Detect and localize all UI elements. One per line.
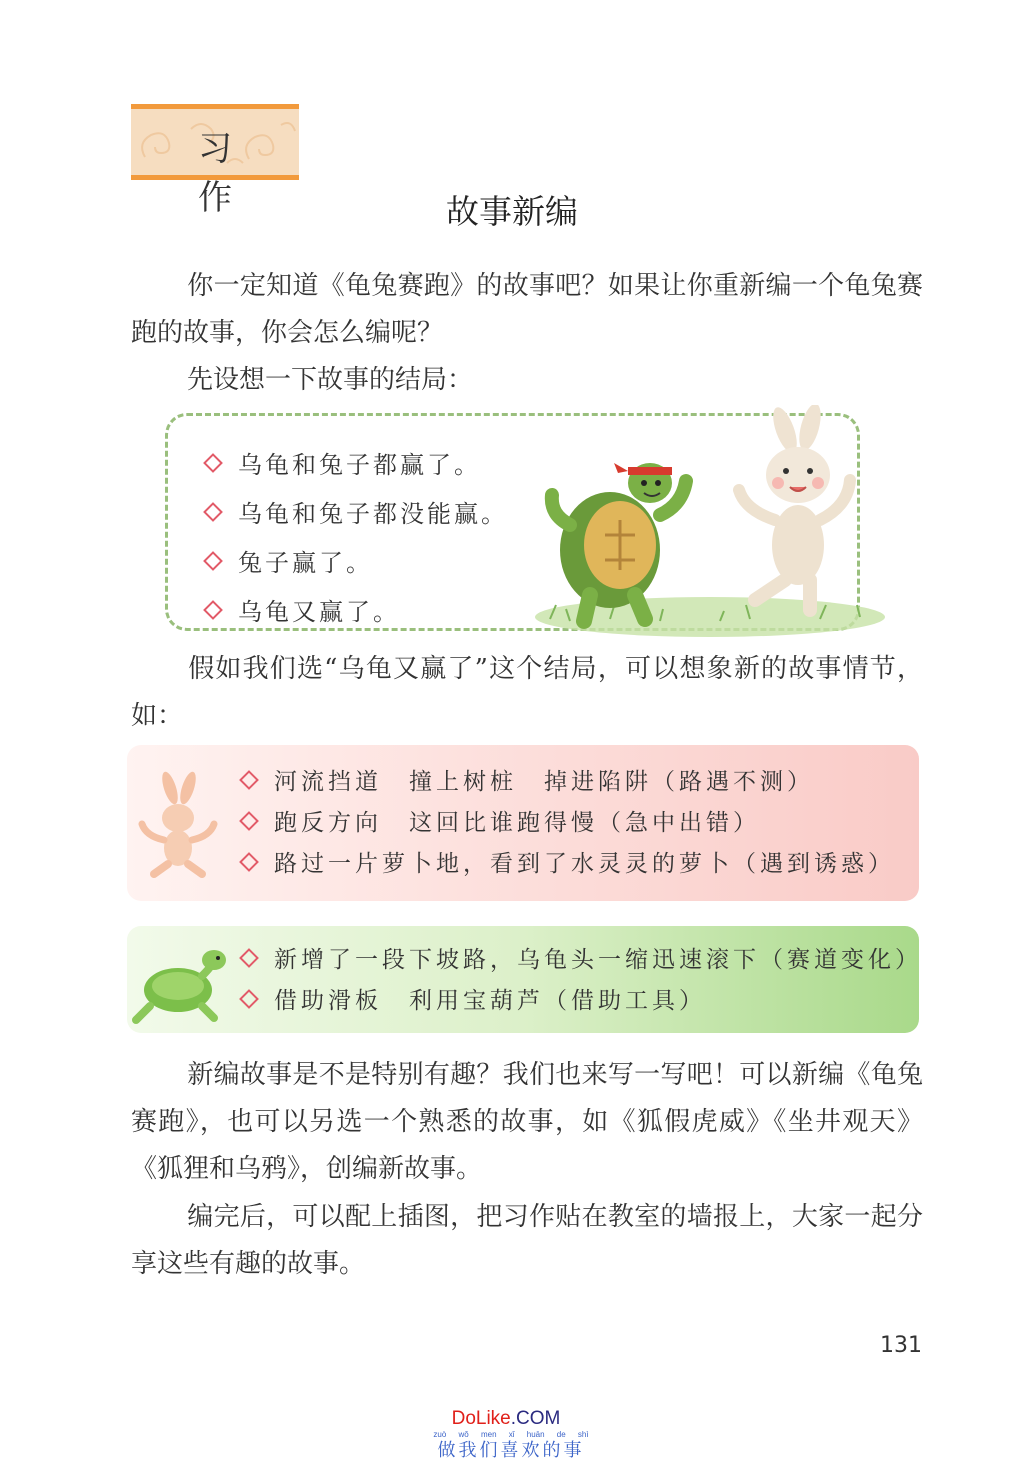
diamond-bullet-icon — [203, 453, 223, 473]
plot-text: 跑反方向 这回比谁跑得慢（急中出错） — [274, 810, 760, 836]
diamond-bullet-icon — [239, 770, 259, 790]
closing-paragraph-1-text: 新编故事是不是特别有趣？我们也来写一写吧！可以新编《龟兔赛跑》，也可以另选一个熟悉的故事，如《狐假虎威》《坐井观天》《狐狸和乌鸦》，创编新故事。 — [131, 1060, 923, 1184]
diamond-bullet-icon — [203, 551, 223, 571]
list-item — [238, 937, 922, 978]
watermark-brand[interactable] — [0, 1408, 1012, 1430]
list-item — [238, 800, 895, 841]
watermark-slogan: 做我们喜欢的事 — [437, 1440, 585, 1461]
rabbit-plots-list — [238, 759, 895, 882]
small-rabbit-icon — [138, 770, 218, 880]
list-item — [238, 759, 895, 800]
intro-paragraph-1 — [131, 263, 923, 357]
diamond-bullet-icon — [203, 502, 223, 522]
section-tag — [131, 104, 299, 218]
turtle-plots-list — [238, 937, 922, 1019]
diamond-bullet-icon — [239, 811, 259, 831]
ending-text: 乌龟又赢了。 — [238, 598, 400, 626]
watermark-brand-blue: .COM — [510, 1408, 561, 1429]
diamond-bullet-icon — [203, 600, 223, 620]
middle-paragraph-text: 假如我们选“乌龟又赢了”这个结局，可以想象新的故事情节，如： — [131, 654, 923, 731]
ending-text: 兔子赢了。 — [238, 549, 373, 577]
diamond-bullet-icon — [239, 989, 259, 1009]
diamond-bullet-icon — [239, 948, 259, 968]
turtle-icon — [552, 463, 686, 621]
closing-paragraph-1 — [131, 1052, 923, 1193]
ending-text: 乌龟和兔子都没能赢。 — [238, 500, 508, 528]
plot-text: 河流挡道 撞上树桩 掉进陷阱（路遇不测） — [274, 769, 814, 795]
watermark-brand-red: DoLike — [451, 1408, 511, 1429]
plot-text: 路过一片萝卜地，看到了水灵灵的萝卜（遇到诱惑） — [274, 851, 895, 877]
list-item — [202, 487, 508, 536]
closing-paragraph-2 — [131, 1194, 923, 1288]
list-item — [202, 536, 508, 585]
watermark-pinyin: zuò wǒ men xǐ huān de shì — [433, 1430, 589, 1439]
plot-text: 新增了一段下坡路，乌龟头一缩迅速滚下（赛道变化） — [274, 947, 922, 973]
endings-list — [202, 438, 508, 634]
intro-paragraph-2 — [131, 357, 923, 404]
turtle-rabbit-illustration — [520, 405, 890, 645]
list-item — [202, 585, 508, 634]
page-number: 131 — [880, 1333, 922, 1358]
plot-text: 借助滑板 利用宝葫芦（借助工具） — [274, 988, 706, 1014]
list-item — [238, 841, 895, 882]
list-item — [202, 438, 508, 487]
diamond-bullet-icon — [239, 852, 259, 872]
section-tag-label: 习 作 — [198, 129, 262, 218]
rabbit-icon — [739, 405, 850, 610]
closing-paragraph-2-text: 编完后，可以配上插图，把习作贴在教室的墙报上，大家一起分享这些有趣的故事。 — [131, 1202, 923, 1279]
small-turtle-icon — [130, 938, 230, 1028]
middle-paragraph — [131, 646, 923, 740]
intro-paragraph-1-text: 你一定知道《龟兔赛跑》的故事吧？如果让你重新编一个龟兔赛跑的故事，你会怎么编呢？ — [131, 271, 923, 348]
ending-text: 乌龟和兔子都赢了。 — [238, 451, 481, 479]
page-title: 故事新编 — [446, 192, 578, 231]
list-item — [238, 978, 922, 1019]
intro-paragraph-2-text: 先设想一下故事的结局： — [187, 365, 474, 395]
